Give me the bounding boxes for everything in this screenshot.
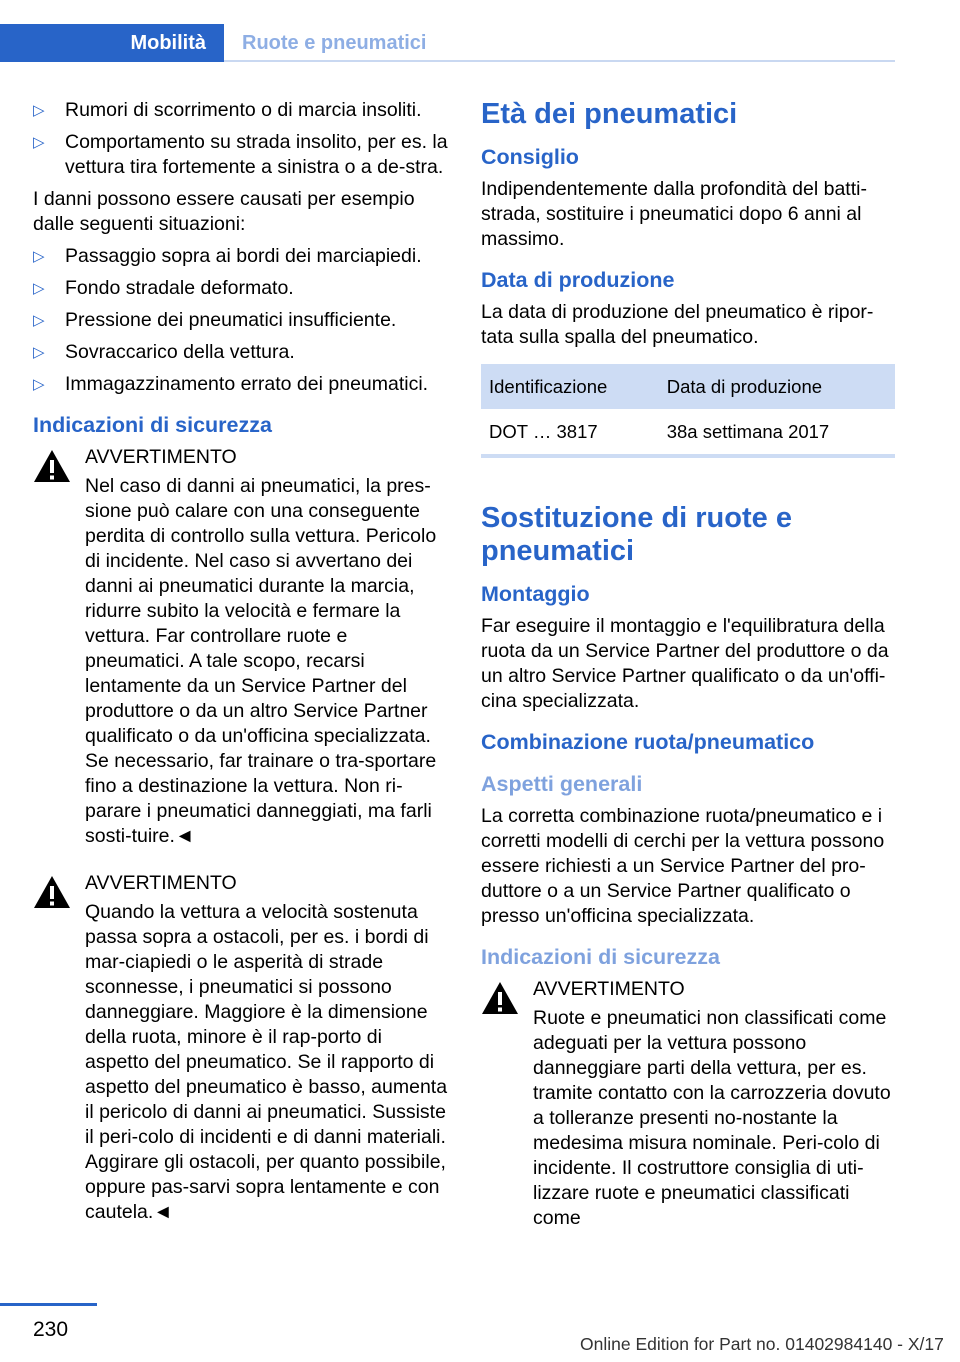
- safety-heading-right: Indicazioni di sicurezza: [481, 945, 720, 969]
- general-text: La corretta combinazione ruota/pneumatico e i corretti modelli di cerchi per la vettura possono essere richiesti a un Service Partner del pro-duttore o a un Service Partner qualificato o presso un'officina specializzata.: [481, 805, 885, 927]
- warning-icon: [481, 981, 519, 1015]
- section-tab-ruote: Ruote e pneumatici: [242, 32, 427, 54]
- table-header: Data di produzione: [659, 364, 895, 409]
- bullet-triangle-icon: ▷: [33, 102, 45, 119]
- production-table: [481, 364, 895, 458]
- table-header: Identificazione: [481, 364, 659, 409]
- section-tab-mobilita: Mobilità: [0, 24, 224, 62]
- production-heading: Data di produzione: [481, 268, 675, 292]
- list-item: ▷ Comportamento su strada insolito, per es. la vettura tira fortemente a sinistra o a de-stra.: [33, 131, 448, 178]
- warning-title: AVVERTIMENTO: [85, 872, 237, 894]
- bullet-list-1: [33, 98, 448, 180]
- table-row: [481, 409, 895, 456]
- general-heading: Aspetti generali: [481, 772, 643, 796]
- table-cell: 38a settimana 2017: [659, 409, 895, 456]
- header-divider: [224, 60, 895, 62]
- list-item: ▷ Sovraccarico della vettura.: [33, 341, 295, 363]
- bullet-triangle-icon: ▷: [33, 280, 45, 297]
- intro-text: I danni possono essere causati per esempio dalle seguenti situazioni:: [33, 188, 415, 235]
- tire-age-heading: Età dei pneumatici: [481, 98, 738, 130]
- warning-title: AVVERTIMENTO: [85, 446, 237, 468]
- list-item: ▷ Fondo stradale deformato.: [33, 277, 294, 299]
- warning-icon: [33, 875, 71, 909]
- page-number: 230: [33, 1318, 69, 1341]
- list-item: ▷ Rumori di scorrimento o di marcia insoliti.: [33, 99, 422, 121]
- bullet-triangle-icon: ▷: [33, 134, 45, 151]
- warning-text: Ruote e pneumatici non classificati come adeguati per la vettura possono danneggiare parti della vettura, per es. tramite contatto con la carrozzeria dovuto a tolleranze presenti no-nostante la medesima misura nominale. Peri-colo di incidente. Il costruttore consiglia di uti-lizzare ruote e pneumatici classificati come: [533, 1007, 891, 1229]
- advice-heading: Consiglio: [481, 145, 579, 169]
- safety-heading: Indicazioni di sicurezza: [33, 413, 272, 437]
- table-cell: DOT … 3817: [481, 409, 659, 456]
- warning-icon: [33, 449, 71, 483]
- production-text: La data di produzione del pneumatico è ripor-tata sulla spalla del pneumatico.: [481, 301, 874, 348]
- warning-block: [33, 871, 448, 1225]
- warning-text: Nel caso di danni ai pneumatici, la pres-sione può calare con una conseguente perdita di controllo sulla vettura. Pericolo di incidente. Nel caso si avvertano dei danni ai pneumatici durante la marcia, ridurre subito la velocità e fermare la vettura. Far controllare ruote e pneumatici. A tale scopo, recarsi lentamente da un Service Partner del produttore o da un altro Service Partner qualificato o da un'officina specializzata. Se necessario, far trainare o tra-sportare fino a destinazione la vettura. Non ri-parare i pneumatici danneggiati, ma farli sosti-tuire.◄: [85, 475, 437, 847]
- bullet-triangle-icon: ▷: [33, 248, 45, 265]
- replacement-heading: Sostituzione di ruote e pneumatici: [481, 502, 792, 567]
- warning-text: Quando la vettura a velocità sostenuta passa sopra a ostacoli, per es. i bordi di mar-ciapiedi o le asperità di strade sconnesse, i pneumatici si possono danneggiare. Maggiore è la dimensione della ruota, minore è il rap-porto di aspetto del pneumatico. Se il rapporto di aspetto del pneumatico è basso, aumenta il pericolo di danni ai pneumatici. Sussiste il peri-colo di incidenti e di danni materiali. Aggirare gli ostacoli, per quanto possibile, oppure pas-sarvi sopra lentamente e con cautela.◄: [85, 901, 448, 1223]
- mount-heading: Montaggio: [481, 582, 590, 606]
- list-item: ▷ Pressione dei pneumatici insufficiente.: [33, 309, 397, 331]
- combination-heading: Combinazione ruota/pneumatico: [481, 730, 815, 754]
- page-header: [0, 24, 895, 62]
- bullet-triangle-icon: ▷: [33, 312, 45, 329]
- bullet-triangle-icon: ▷: [33, 344, 45, 361]
- list-item: ▷ Passaggio sopra ai bordi dei marciapiedi.: [33, 245, 422, 267]
- footer-divider: [0, 1303, 97, 1306]
- warning-block: [481, 977, 895, 1231]
- list-item: ▷ Immagazzinamento errato dei pneumatici.: [33, 373, 429, 395]
- edition-text: Online Edition for Part no. 01402984140 - X/17: [580, 1334, 944, 1354]
- warning-block: [33, 445, 448, 849]
- bullet-triangle-icon: ▷: [33, 376, 45, 393]
- mount-text: Far eseguire il montaggio e l'equilibratura della ruota da un Service Partner del produttore o da un altro Service Partner qualificato o da un'offi-cina specializzata.: [481, 615, 889, 712]
- warning-title: AVVERTIMENTO: [533, 978, 685, 1000]
- right-column: [481, 98, 895, 1231]
- advice-text: Indipendentemente dalla profondità del batti-strada, sostituire i pneumatici dopo 6 anni al massimo.: [481, 178, 867, 250]
- table-header-row: [481, 364, 895, 409]
- bullet-list-2: [33, 244, 448, 397]
- left-column: [33, 98, 448, 1225]
